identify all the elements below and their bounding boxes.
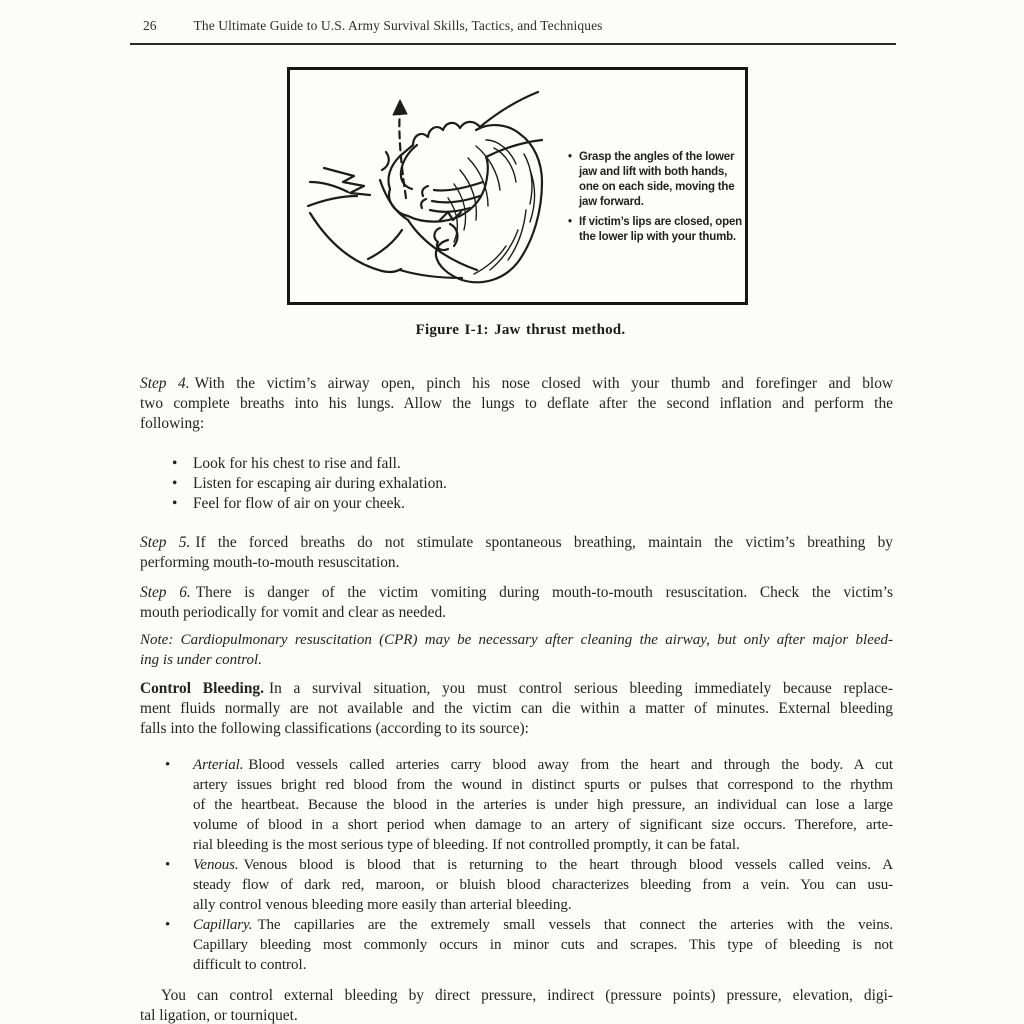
classification-term: Capillary. <box>193 916 253 933</box>
body-line: of the heartbeat. Because the blood in the arteries is under high pressure, an individual can lose a large <box>193 796 893 813</box>
body-line: steady flow of dark red, maroon, or bluish blood characterizes bleeding from a vein. You can usu- <box>193 876 893 893</box>
page-header <box>130 18 896 45</box>
list-item: • Listen for escaping air during exhalation. <box>172 474 447 492</box>
body-line: tal ligation, or tourniquet. <box>140 1006 298 1024</box>
body-line: Step 5. If the forced breaths do not stimulate spontaneous breathing, maintain the victim’s breathing by <box>140 534 893 552</box>
body-line: difficult to control. <box>193 956 307 973</box>
bullet-dot-icon: • <box>165 916 171 933</box>
bullet-dot-icon: • <box>568 151 572 163</box>
classification-term: Arterial. <box>193 756 244 773</box>
body-line: following: <box>140 414 205 432</box>
body-line: Capillary. The capillaries are the extremely small vessels that connect the arteries with the veins. <box>193 916 893 933</box>
bullet-dot-icon: • <box>172 494 178 512</box>
step-label: Step 5. <box>140 534 191 552</box>
classification-arterial <box>140 755 893 855</box>
paragraph-step6 <box>140 583 893 623</box>
figure-instructions <box>568 150 746 250</box>
page-number: 26 <box>143 18 157 33</box>
body-line: Capillary bleeding most commonly occurs in minor cuts and scrapes. This type of bleeding is not <box>193 936 893 953</box>
body-line: You can control external bleeding by direct pressure, indirect (pressure points) pressure, elevation, digi- <box>161 986 893 1004</box>
book-title: The Ultimate Guide to U.S. Army Survival Skills, Tactics, and Techniques <box>193 18 603 33</box>
body-line: Step 4. With the victim’s airway open, pinch his nose closed with your thumb and forefinger and blow <box>140 375 894 392</box>
body-line: ally control venous bleeding more easily than arterial bleeding. <box>193 896 572 913</box>
paragraph-note <box>140 631 893 671</box>
control-bleeding-label: Control Bleeding. <box>140 679 264 697</box>
classification-term: Venous. <box>193 856 239 873</box>
bullet-dot-icon: • <box>165 856 171 873</box>
classification-venous <box>140 855 893 915</box>
paragraph-control-bleeding <box>140 679 893 739</box>
body-line: ment fluids normally are not available and the victim can die within a matter of minutes. External bleeding <box>140 699 893 717</box>
body-line: rial bleeding is the most serious type of bleeding. If not controlled promptly, it can be fatal. <box>193 836 740 853</box>
bullet-dot-icon: • <box>172 454 178 472</box>
instruction-bullet: • Grasp the angles of the lower jaw and lift with both hands, one on each side, moving the jaw forward. <box>568 151 735 208</box>
body-line: mouth periodically for vomit and clear as needed. <box>140 604 446 622</box>
bullet-dot-icon: • <box>568 216 572 228</box>
body-line: Control Bleeding. In a survival situation, you must control serious bleeding immediately because replace- <box>140 679 894 697</box>
figure-caption: Figure I-1: Jaw thrust method. <box>415 322 626 338</box>
body-line: Note: Cardiopulmonary resuscitation (CPR) may be necessary after cleaning the airway, but only after major bleed- <box>140 632 893 649</box>
paragraph-step5 <box>140 533 893 573</box>
body-line: volume of blood in a short period when damage to an artery of significant size occurs. Therefore, arte- <box>193 816 893 833</box>
bleeding-classifications-list <box>140 755 893 975</box>
step-label: Step 4. <box>140 375 190 392</box>
body-line: Step 6. There is danger of the victim vomiting during mouth-to-mouth resuscitation. Check the victim’s <box>140 584 893 602</box>
figure-box <box>287 67 748 305</box>
body-line: Arterial. Blood vessels called arteries carry blood away from the heart and through the body. A cut <box>193 756 893 773</box>
bullet-dot-icon: • <box>172 474 178 492</box>
body-line: falls into the following classifications (according to its source): <box>140 719 529 737</box>
body-line: ing is under control. <box>140 651 262 668</box>
bullet-dot-icon: • <box>165 756 171 773</box>
classification-capillary <box>140 915 893 975</box>
body-line: performing mouth-to-mouth resuscitation. <box>140 554 400 572</box>
paragraph-closing <box>140 986 893 1024</box>
body-line: Venous. Venous blood is blood that is returning to the heart through blood vessels called veins. A <box>193 856 893 873</box>
list-item: • Feel for flow of air on your cheek. <box>172 494 405 512</box>
body-line: artery issues bright red blood from the wound in distinct spurts or pulses that correspond to the rhythm <box>193 776 893 793</box>
instruction-bullet: • If victim’s lips are closed, open the lower lip with your thumb. <box>568 216 742 243</box>
list-item: • Look for his chest to rise and fall. <box>172 454 401 472</box>
step-label: Step 6. <box>140 584 191 602</box>
body-line: two complete breaths into his lungs. Allow the lungs to deflate after the second inflation and perform the <box>140 394 893 412</box>
paragraph-step4 <box>140 374 893 434</box>
airway-checks-list <box>140 454 893 514</box>
